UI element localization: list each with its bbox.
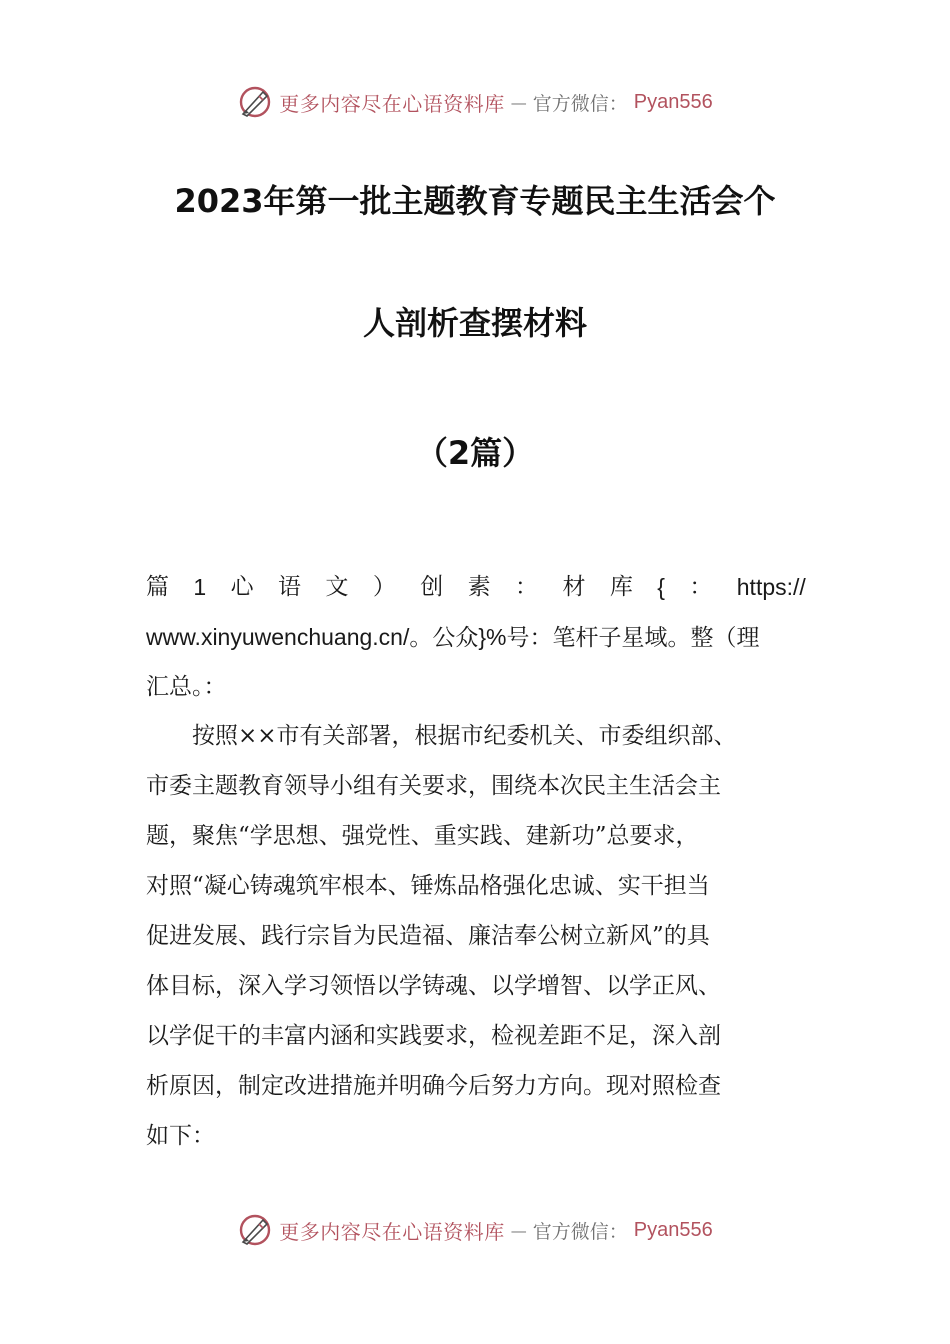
intro-line-1-char: 库 bbox=[609, 574, 633, 600]
intro-line-1-char: 语 bbox=[278, 574, 302, 600]
watermark-wechat-id: Pyan556 bbox=[633, 1218, 713, 1241]
body-paragraph bbox=[146, 711, 806, 1161]
paragraph-line: 如下： bbox=[146, 1123, 215, 1149]
intro-line-1-char: ） bbox=[372, 574, 396, 600]
paragraph-line: 体目标，深入学习领悟以学铸魂、以学增智、以学正风、 bbox=[146, 973, 721, 999]
intro-line-1-char: 材 bbox=[562, 574, 586, 600]
intro-line-1-char: 素 bbox=[467, 574, 491, 600]
intro-line-1-char: 1 bbox=[193, 574, 207, 600]
pen-circle-logo-icon bbox=[237, 1212, 273, 1248]
watermark-sub-text: 官方微信： bbox=[532, 1220, 628, 1243]
intro-line-1-char: ： bbox=[515, 574, 539, 600]
document-title-line-3: （2篇） bbox=[415, 434, 535, 472]
watermark-dash: — bbox=[510, 92, 527, 112]
intro-block bbox=[146, 562, 806, 712]
paragraph-line: 对照“凝心铸魂筑牢根本、锤炼品格强化忠诚、实干担当 bbox=[146, 873, 710, 899]
paragraph-line: 题，聚焦“学思想、强党性、重实践、建新功”总要求， bbox=[146, 823, 699, 849]
watermark-main-text: 更多内容尽在心语资料库 bbox=[279, 91, 505, 116]
paragraph-line: 按照××市有关部署，根据市纪委机关、市委组织部、 bbox=[146, 723, 737, 749]
intro-line-1-char: https:// bbox=[736, 574, 806, 600]
paragraph-line: 以学促干的丰富内涵和实践要求，检视差距不足，深入剖 bbox=[146, 1023, 721, 1049]
document-title-line-2: 人剖析查摆材料 bbox=[362, 304, 587, 342]
intro-line-1-char: 心 bbox=[230, 574, 254, 600]
watermark-banner-bottom bbox=[0, 1210, 950, 1250]
watermark-dash: — bbox=[510, 1220, 527, 1240]
intro-line-1-char: 创 bbox=[420, 574, 444, 600]
pen-circle-logo-icon bbox=[237, 84, 273, 120]
intro-line-2-text: www.xinyuwenchuang.cn/。公众}%号：笔杆子星域。整（理 bbox=[146, 624, 760, 650]
watermark-sub-text: 官方微信： bbox=[532, 92, 628, 115]
watermark-wechat-id: Pyan556 bbox=[633, 90, 713, 113]
intro-line-1-char: { bbox=[657, 574, 665, 600]
document-title-line-1: 2023年第一批主题教育专题民主生活会个 bbox=[174, 182, 776, 220]
intro-line-1-char: 文 bbox=[325, 574, 349, 600]
watermark-banner-top bbox=[0, 82, 950, 122]
intro-line-1-char: 篇 bbox=[146, 574, 169, 600]
intro-line-1-char: ： bbox=[689, 574, 713, 600]
paragraph-line: 市委主题教育领导小组有关要求，围绕本次民主生活会主 bbox=[146, 773, 721, 799]
paragraph-line: 促进发展、践行宗旨为民造福、廉洁奉公树立新风”的具 bbox=[146, 923, 710, 949]
intro-line-1 bbox=[146, 562, 806, 612]
watermark-main-text: 更多内容尽在心语资料库 bbox=[279, 1219, 505, 1244]
intro-line-2 bbox=[146, 612, 806, 662]
paragraph-line: 析原因，制定改进措施并明确今后努力方向。现对照检查 bbox=[146, 1073, 721, 1099]
intro-line-3: 汇总。： bbox=[146, 674, 227, 700]
